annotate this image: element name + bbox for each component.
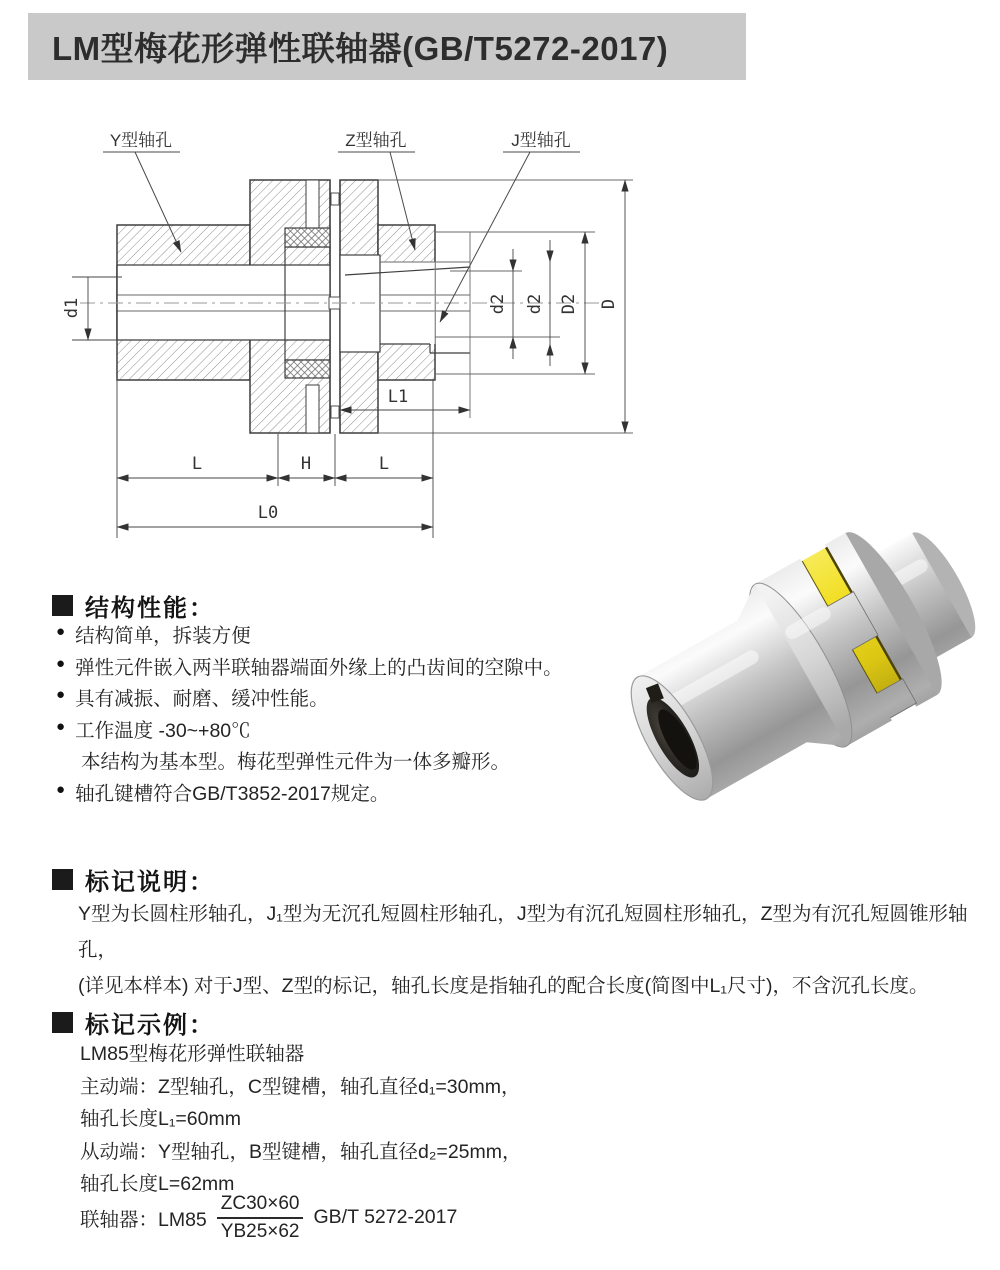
dim-L1: L1 xyxy=(387,387,409,407)
bullet-icon: ● xyxy=(56,623,66,640)
marking-example-heading-text: 标记示例： xyxy=(85,1012,215,1039)
formula-suffix: GB/T 5272-2017 xyxy=(313,1206,458,1229)
technical-drawing xyxy=(50,118,650,558)
example-line: 轴孔长度L₁=60mm xyxy=(80,1108,241,1130)
example-line: 轴孔长度L=62mm xyxy=(80,1173,235,1195)
marking-note-line1: Y型为长圆柱形轴孔，J₁型为无沉孔短圆柱形轴孔，J型为有沉孔短圆柱形轴孔，Z型为有沉孔短圆锥形轴孔， xyxy=(78,903,968,961)
dim-L0: L0 xyxy=(257,503,279,523)
list-item xyxy=(56,683,616,715)
example-line: 从动端：Y型轴孔，B型键槽，轴孔直径d₂=25mm， xyxy=(80,1140,522,1163)
structure-bullet-list xyxy=(56,620,616,809)
list-item-note xyxy=(56,746,616,778)
example-line: 主动端：Z型轴孔，C型键槽，轴孔直径d₁=30mm， xyxy=(80,1075,521,1098)
fraction-denominator: YB25×62 xyxy=(220,1220,300,1242)
example-line: LM85型梅花形弹性联轴器 xyxy=(80,1043,305,1065)
dim-L-left: L xyxy=(191,454,203,474)
section-marking-note-heading xyxy=(52,862,215,897)
dim-d1: d1 xyxy=(62,297,82,319)
dim-D2: D2 xyxy=(559,293,579,315)
bullet-text: 具有减振、耐磨、缓冲性能。 xyxy=(75,688,329,710)
dim-d2-bottom: d2 xyxy=(525,293,545,315)
coupling-gap xyxy=(329,180,341,433)
marking-note-line2: (详见本样本) 对于J型、Z型的标记，轴孔长度是指轴孔的配合长度(简图中L₁尺寸)，不含沉孔长度。 xyxy=(78,975,929,997)
z-j-type-bore xyxy=(340,255,470,353)
section-marking-example-heading xyxy=(52,1005,215,1040)
list-item xyxy=(56,620,616,652)
title-banner xyxy=(28,13,746,80)
designation-formula xyxy=(80,1192,457,1244)
marking-note-body xyxy=(78,896,970,1004)
section-structure-heading xyxy=(52,588,215,623)
bullet-text: 轴孔键槽符合GB/T3852-2017规定。 xyxy=(75,782,390,805)
heading-square-icon xyxy=(52,869,73,890)
structure-heading-text: 结构性能： xyxy=(85,595,215,622)
dim-H: H xyxy=(300,454,312,474)
bullet-text: 结构简单，拆装方便 xyxy=(75,625,251,647)
dim-L-right: L xyxy=(378,454,390,474)
formula-fraction xyxy=(217,1192,304,1244)
bullet-icon: ● xyxy=(56,686,66,703)
dim-D: D xyxy=(599,298,619,310)
fraction-numerator: ZC30×60 xyxy=(217,1192,304,1219)
list-item xyxy=(56,778,616,810)
bullet-icon: ● xyxy=(56,717,66,735)
page-title: LM型梅花形弹性联轴器(GB/T5272-2017) xyxy=(52,30,669,67)
formula-prefix: 联轴器：LM85 xyxy=(80,1208,207,1231)
marking-example-lines xyxy=(80,1038,640,1201)
heading-square-icon xyxy=(52,1012,73,1033)
dim-d2-top: d2 xyxy=(488,293,508,315)
heading-square-icon xyxy=(52,595,73,616)
bullet-icon: ● xyxy=(56,780,66,798)
note-text: 本结构为基本型。梅花型弹性元件为一体多瓣形。 xyxy=(81,751,511,773)
bullet-text: 弹性元件嵌入两半联轴器端面外缘上的凸齿间的空隙中。 xyxy=(75,656,563,679)
marking-note-heading-text: 标记说明： xyxy=(85,869,215,896)
product-photo xyxy=(595,510,1000,860)
list-item xyxy=(56,652,616,684)
label-z-bore: Z型轴孔 xyxy=(345,131,407,150)
label-j-bore: J型轴孔 xyxy=(511,131,571,150)
bullet-text: 工作温度 -30~+80℃ xyxy=(75,719,251,742)
label-y-bore: Y型轴孔 xyxy=(109,131,173,150)
bullet-icon: ● xyxy=(56,654,66,672)
list-item xyxy=(56,715,616,747)
